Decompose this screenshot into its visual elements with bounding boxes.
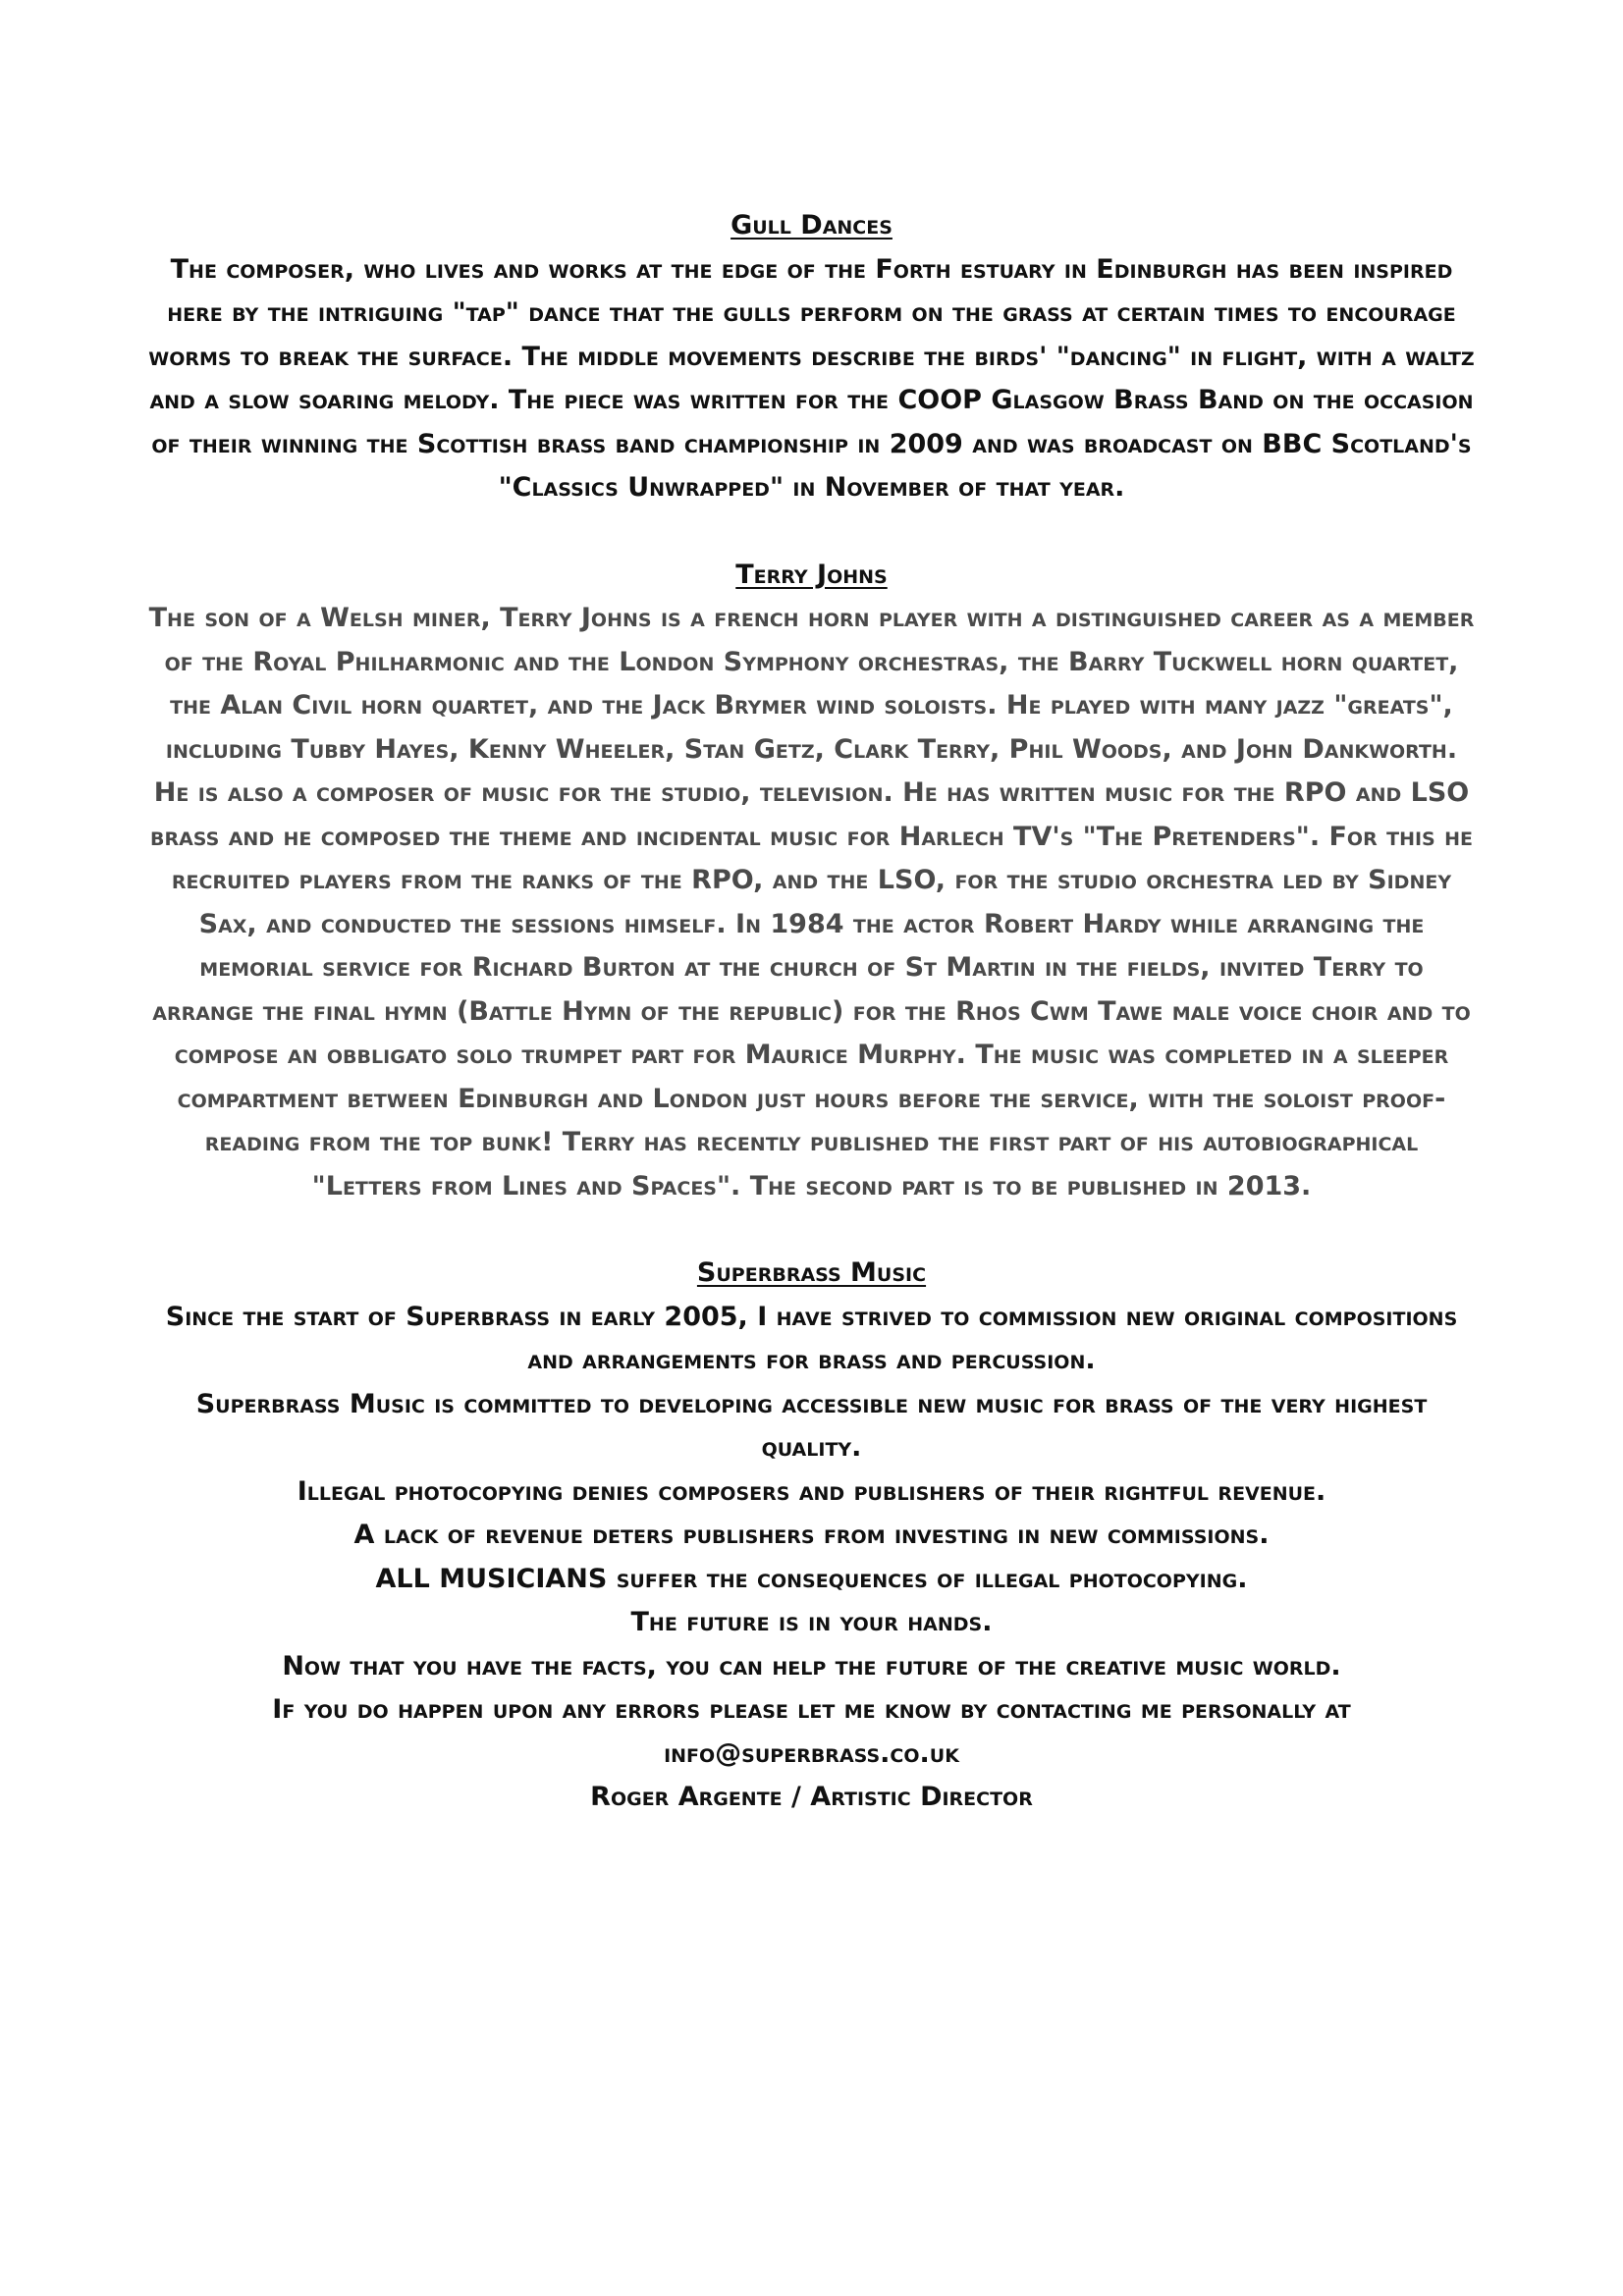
superbrass-line-committed: Superbrass Music is committed to developing accessible new music for brass of the very highest quality. [195,1388,1428,1463]
superbrass-line-commission: Since the start of Superbrass in early 2005, I have strived to commission new original compositions and arrangements for brass and percussion. [165,1301,1458,1375]
paragraph-gull-dances: The composer, who lives and works at the edge of the Forth estuary in Edinburgh has been inspired here by the intriguing "tap" dance that the gulls perform on the grass at certain times to encourage worms to break the surface. The middle movements describe the birds' "dancing" in flight, with a waltz and a slow soaring melody. The piece was written for the COOP Glasgow Brass Band on the occasion of their winning the Scottish brass band championship in 2009 and was broadcast on BBC Scotland's "Classics Unwrapped" in November of that year. [148,253,1475,503]
document-content [147,204,1476,1820]
signature-line: Roger Argente / Artistic Director [590,1782,1033,1812]
superbrass-line-musicians [147,1558,1476,1602]
heading-terry-johns: Terry Johns [735,559,888,590]
heading-superbrass-music: Superbrass Music [696,1257,927,1288]
musicians-rest: suffer the consequences of illegal photocopying. [607,1563,1248,1594]
section-superbrass-music [147,1252,1476,1820]
superbrass-line-future: The future is in your hands. [630,1607,993,1637]
superbrass-line-contact: If you do happen upon any errors please let me know by contacting me personally at info@superbrass.co.uk [272,1694,1351,1769]
section-gull-dances [147,204,1476,510]
superbrass-line-illegal: Illegal photocopying denies composers and publishers of their rightful revenue. [297,1475,1326,1507]
section-terry-johns [147,554,1476,1209]
superbrass-line-revenue: A lack of revenue deters publishers from investing in new commissions. [353,1520,1270,1550]
paragraph-terry-johns: The son of a Welsh miner, Terry Johns is a french horn player with a distinguished career as a member of the Royal Philharmonic and the London Symphony orchestras, the Barry Tuckwell horn quartet, the Alan Civil horn quartet, and the Jack Brymer wind soloists. He played with many jazz "greats", including Tubby Hayes, Kenny Wheeler, Stan Getz, Clark Terry, Phil Woods, and John Dankworth. He is also a composer of music for the studio, television. He has written music for the RPO and LSO brass and he composed the theme and incidental music for Harlech TV's "The Pretenders". For this he recruited players from the ranks of the RPO, and the LSO, for the studio orchestra led by Sidney Sax, and conducted the sessions himself. In 1984 the actor Robert Hardy while arranging the memorial service for Richard Burton at the church of St Martin in the fields, invited Terry to arrange the final hymn (Battle Hymn of the republic) for the Rhos Cwm Tawe male voice choir and to compose an obbligato solo trumpet part for Maurice Murphy. The music was completed in a sleeper compartment between Edinburgh and London just hours before the service, with the soloist proof-reading from the top bunk! Terry has recently published the first part of his autobiographical "Letters from Lines and Spaces". The second part is to be published in 2013. [148,603,1475,1201]
musicians-emphasis: ALL MUSICIANS [375,1563,608,1594]
heading-gull-dances: Gull Dances [730,210,893,240]
superbrass-line-facts: Now that you have the facts, you can help the future of the creative music world. [282,1650,1341,1682]
